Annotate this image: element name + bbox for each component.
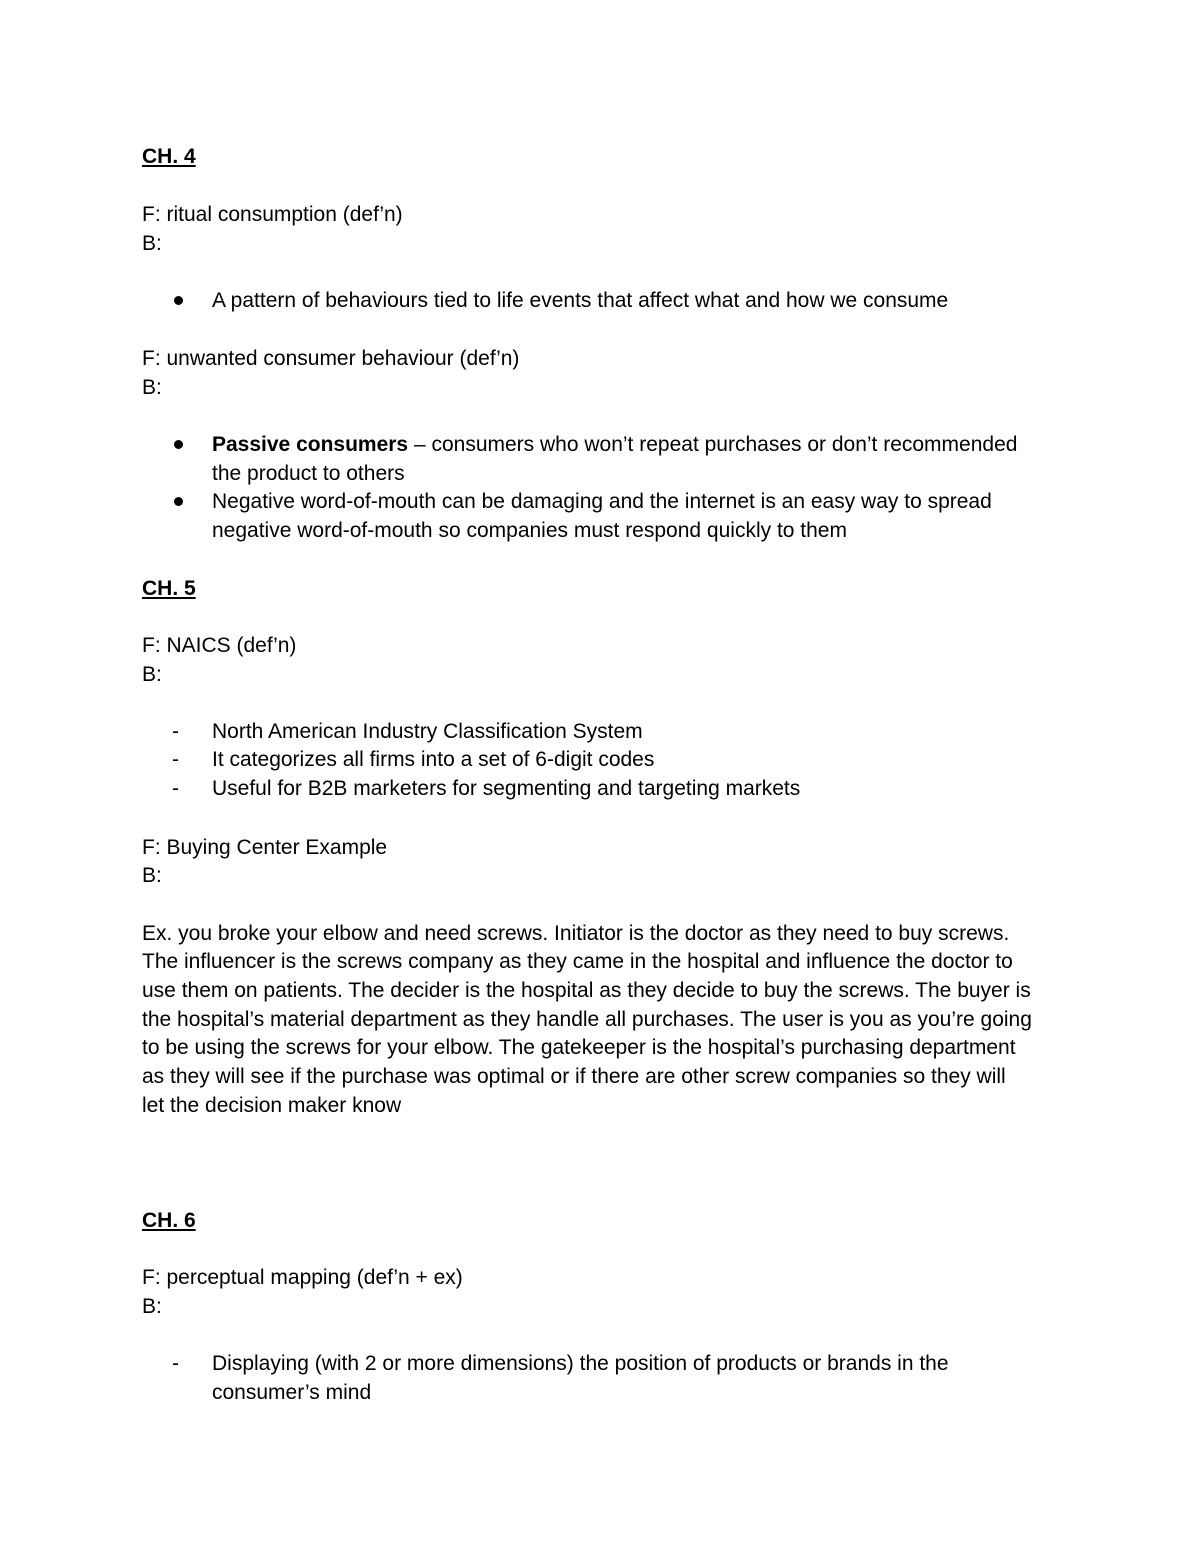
card-back-label: B: <box>142 376 162 399</box>
dash-bullet-icon: - <box>172 777 179 800</box>
paragraph-line: use them on patients. The decider is the hospital as they decide to buy the screws. The buyer is <box>142 979 1031 1002</box>
chapter-heading-4: CH. 4 <box>142 145 196 168</box>
dash-item: Useful for B2B marketers for segmenting and targeting markets <box>212 777 801 800</box>
bullet-item-word-of-mouth: Negative word-of-mouth can be damaging and the internet is an easy way to spread <box>212 490 992 513</box>
bullet-item-continuation: the product to others <box>212 462 405 485</box>
card-back-label: B: <box>142 232 162 255</box>
dash-bullet-icon: - <box>172 748 179 771</box>
dash-item: Displaying (with 2 or more dimensions) the position of products or brands in the <box>212 1352 949 1375</box>
dash-item-continuation: consumer’s mind <box>212 1381 372 1404</box>
paragraph-line: The influencer is the screws company as they came in the hospital and influence the doctor to <box>142 950 1013 973</box>
paragraph-line: the hospital’s material department as they handle all purchases. The user is you as you’re going <box>142 1008 1032 1031</box>
definition-text: – consumers who won’t repeat purchases or don’t recommended <box>408 433 1018 456</box>
dash-bullet-icon: - <box>172 720 179 743</box>
paragraph-line: Ex. you broke your elbow and need screws. Initiator is the doctor as they need to buy screws. <box>142 922 1010 945</box>
bullet-item-passive-consumers <box>212 430 1017 459</box>
bullet-item: A pattern of behaviours tied to life events that affect what and how we consume <box>212 289 949 312</box>
term-passive-consumers: Passive consumers <box>212 433 409 456</box>
paragraph-line: as they will see if the purchase was optimal or if there are other screw companies so they will <box>142 1065 1006 1088</box>
bullet-dot-icon <box>174 497 183 506</box>
card-back-label: B: <box>142 663 162 686</box>
bullet-dot-icon <box>174 296 183 305</box>
card-front-buying-center: F: Buying Center Example <box>142 836 388 859</box>
chapter-heading-6: CH. 6 <box>142 1209 196 1232</box>
card-back-label: B: <box>142 1295 162 1318</box>
card-front-perceptual-mapping: F: perceptual mapping (def’n + ex) <box>142 1266 463 1289</box>
dash-item: North American Industry Classification System <box>212 720 643 743</box>
card-front-ritual-consumption: F: ritual consumption (def’n) <box>142 203 403 226</box>
dash-bullet-icon: - <box>172 1352 179 1375</box>
paragraph-line: to be using the screws for your elbow. The gatekeeper is the hospital’s purchasing department <box>142 1036 1016 1059</box>
bullet-dot-icon <box>174 440 183 449</box>
card-front-naics: F: NAICS (def’n) <box>142 634 297 657</box>
dash-item: It categorizes all firms into a set of 6-digit codes <box>212 748 655 771</box>
chapter-heading-5: CH. 5 <box>142 577 196 600</box>
paragraph-line: let the decision maker know <box>142 1094 402 1117</box>
bullet-item-continuation: negative word-of-mouth so companies must respond quickly to them <box>212 519 847 542</box>
card-back-label: B: <box>142 864 162 887</box>
card-front-unwanted-behaviour: F: unwanted consumer behaviour (def’n) <box>142 347 520 370</box>
